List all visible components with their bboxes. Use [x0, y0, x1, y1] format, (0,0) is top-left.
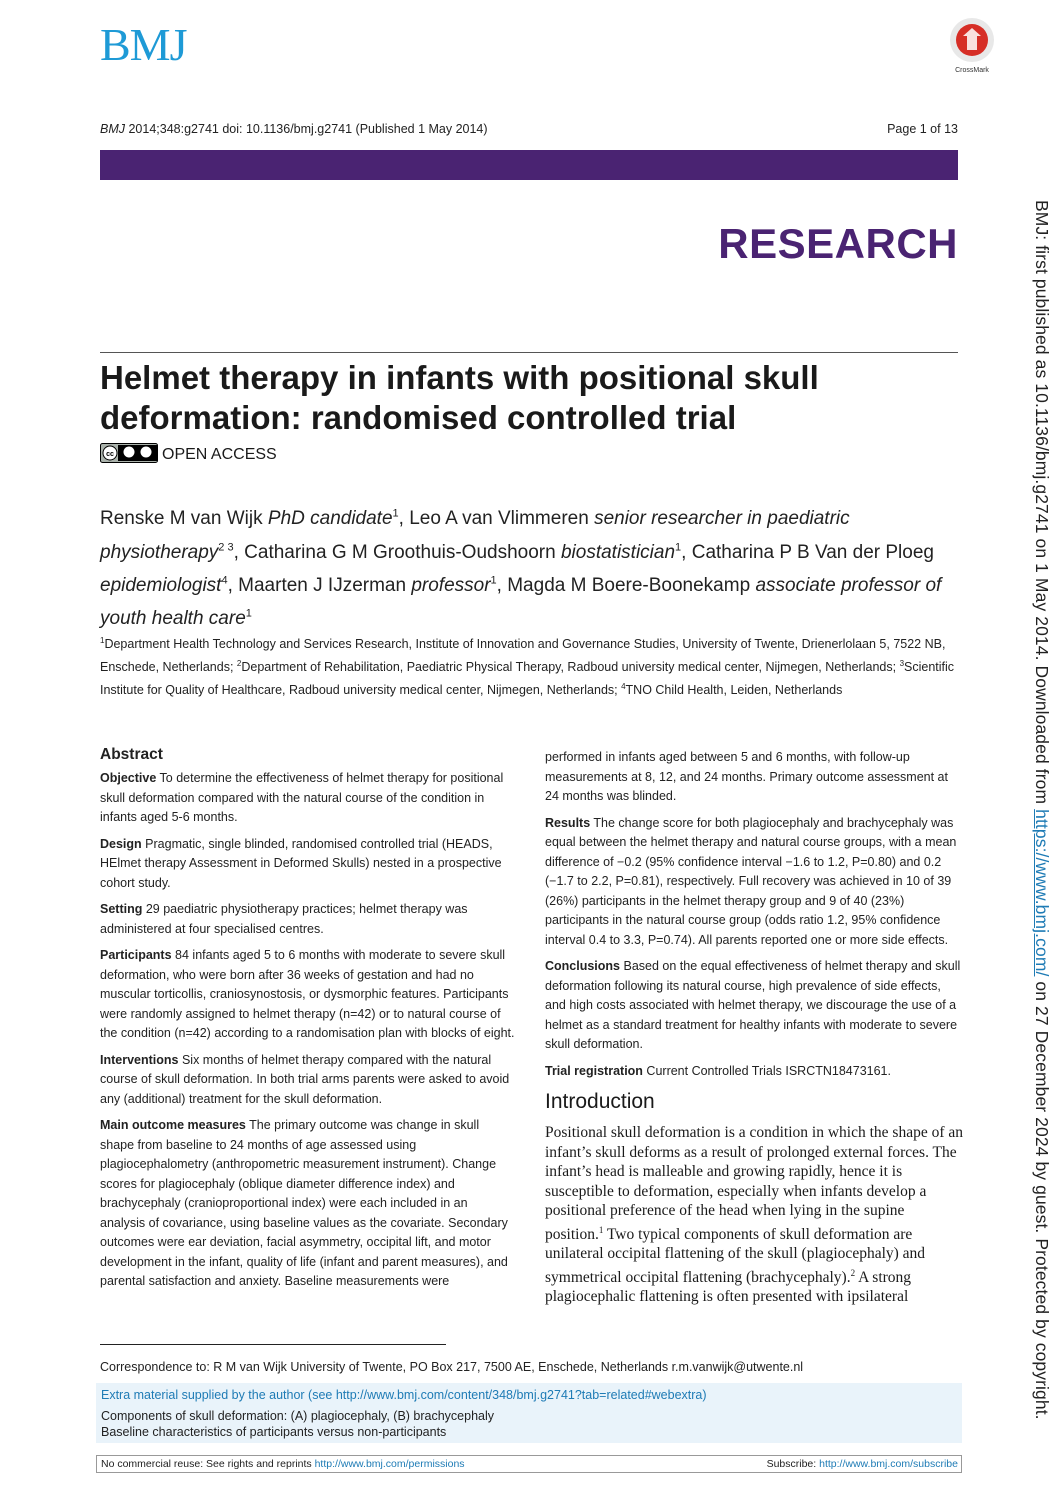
reuse-notice — [101, 1458, 465, 1470]
header-bar — [100, 150, 958, 180]
author-role: epidemiologist — [100, 574, 222, 596]
author-role: PhD candidate — [267, 508, 393, 530]
introduction-heading: Introduction — [545, 1090, 655, 1113]
author-affiliation-ref: 2 3 — [218, 541, 234, 554]
abstract-section-text: Six months of helmet therapy compared with the natural course of skull deformation. In both trial arms parents were asked to avoid any (additional) treatment for the skull deformation. — [100, 1052, 510, 1106]
abstract-section-label: Setting — [100, 902, 143, 916]
author-role: professor — [411, 574, 491, 596]
abstract-section-text: performed in infants aged between 5 and 6 months, with follow-up measurements at 8, 12, and 24 months. Primary outcome assessment at 24 months was blinded. — [545, 750, 948, 803]
abstract-section-label: Design — [100, 836, 142, 851]
abstract-section-label: Interventions — [100, 1052, 179, 1067]
citation-details: 2014;348:g2741 doi: 10.1136/bmj.g2741 (Published 1 May 2014) — [128, 122, 488, 136]
author-separator: , — [496, 574, 508, 596]
abstract-paragraph — [545, 814, 963, 951]
extra-material-item: Components of skull deformation: (A) plagiocephaly, (B) brachycephaly — [101, 1409, 495, 1423]
bmj-site-link[interactable]: https://www.bmj.com/ — [1032, 809, 1052, 977]
abstract-paragraph — [100, 1116, 516, 1292]
author-affiliation-ref: 1 — [245, 607, 252, 620]
abstract-paragraph — [100, 769, 516, 828]
author-separator: , — [227, 574, 239, 596]
author-separator: , — [398, 508, 410, 530]
crossmark-label: CrossMark — [955, 67, 989, 74]
abstract-section-text: 84 infants aged 5 to 6 months with moderate to severe skull deformation, who were born after 36 weeks of gestation and had no muscular torticollis, craniosynostosis, or dysmorphic features. Participants were randomly assigned to helmet therapy (n=42) or to natural course of the condition (n=42) according to a randomisation plan with blocks of eight. — [100, 948, 515, 1040]
abstract-section-text: 29 paediatric physiotherapy practices; helmet therapy was administered at four specialised centres. — [100, 902, 468, 936]
abstract-paragraph — [100, 946, 516, 1044]
abstract-paragraph — [100, 1051, 516, 1110]
abstract-heading: Abstract — [100, 746, 163, 763]
abstract-paragraph — [545, 957, 963, 1055]
crossmark-icon[interactable] — [944, 14, 1000, 78]
affiliation-number: 4 — [621, 682, 626, 692]
affiliation-number: 3 — [899, 659, 905, 669]
intro-text-b: Two typical components of skull deformation are unilateral occipital flattening of the skull (plagiocephaly) and symmetrical occipital flattening (brachycephaly). — [545, 1225, 926, 1286]
citation-journal: BMJ — [100, 122, 125, 136]
abstract-section-text: Current Controlled Trials ISRCTN18473161. — [642, 1063, 891, 1078]
abstract-column-left — [100, 745, 516, 1299]
bmj-logo: BMJ — [100, 19, 187, 70]
abstract-paragraph — [545, 748, 963, 807]
introduction-paragraph — [545, 1123, 963, 1307]
footnote-divider — [100, 1344, 446, 1345]
abstract-paragraph — [545, 1062, 963, 1082]
abstract-section-label: Objective — [100, 771, 157, 785]
author-affiliation-ref: 1 — [490, 574, 497, 587]
abstract-section-text: Pragmatic, single blinded, randomised controlled trial (HEADS, HElmet therapy Assessment in Deformed Skulls) nested in a prospective cohort study. — [100, 836, 502, 890]
reuse-label: No commercial reuse: See rights and reprints — [101, 1458, 312, 1470]
abstract-section-label: Participants — [100, 948, 172, 962]
subscribe-link[interactable]: http://www.bmj.com/subscribe — [819, 1458, 958, 1470]
page-number: Page 1 of 13 — [887, 122, 958, 136]
abstract-column-right — [545, 748, 963, 1307]
abstract-section-text: Based on the equal effectiveness of helmet therapy and skull deformation following its natural course, high prevalence of side effects, and high costs associated with helmet therapy, we discourage the use of a helmet as a standard treatment for healthy infants with moderate to severe skull deformation. — [545, 959, 961, 1051]
abstract-section-text: The change score for both plagiocephaly and brachycephaly was equal between the helmet therapy and natural course groups, with a mean difference of −0.2 (95% confidence interval −1.6 to 1.2, P=0.80) and 0.2 (−1.7 to 2.2, P=0.81), respectively. Full recovery was achieved in 10 of 39 (26%) participants in the helmet therapy group and 9 of 40 (23%) participants in the natural course group (odds ratio 1.2, 95% confidence interval 0.4 to 3.3, P=0.74). All parents reported one or more side effects. — [545, 815, 957, 947]
affiliation-number: 1 — [100, 636, 105, 645]
title-divider — [100, 352, 958, 353]
intro-text-a: Positional skull deformation is a condition in which the shape of an infant’s skull deforms as a result of prolonged external forces. The infant’s head is malleable and growing rapidly, hence it is susceptible to deformation, especially when infants develop a positional preference of the head when lying in the supine position. — [545, 1124, 964, 1243]
abstract-section-label: Conclusions — [545, 959, 621, 973]
author-separator: , — [681, 541, 692, 563]
author-name: Catharina P B Van der Ploeg — [691, 541, 934, 563]
abstract-section-text: To determine the effectiveness of helmet therapy for positional skull deformation compared with the natural course of the condition in infants aged 5-6 months. — [100, 771, 504, 824]
author-affiliation-ref: 4 — [221, 574, 228, 587]
author-name: Magda M Boere-Boonekamp — [507, 574, 751, 596]
author-name: Maarten J IJzerman — [238, 574, 407, 596]
author-role: senior researcher in paediatric physiotherapy — [100, 508, 850, 563]
author-list — [100, 500, 960, 633]
author-affiliation-ref: 1 — [392, 508, 399, 520]
affiliation-text: TNO Child Health, Leiden, Netherlands — [625, 683, 843, 698]
watermark-text-a: BMJ: first published as 10.1136/bmj.g2741 on 1 May 2014. Downloaded from — [1032, 200, 1052, 810]
correspondence: Correspondence to: R M van Wijk University of Twente, PO Box 217, 7500 AE, Enschede, Netherlands r.m.vanwijk@utwente.nl — [100, 1360, 804, 1374]
article-title: Helmet therapy in infants with positional skull deformation: randomised controlled trial — [100, 359, 819, 436]
abstract-paragraph — [100, 900, 516, 939]
author-entry — [244, 542, 692, 563]
author-name: Renske M van Wijk — [100, 508, 263, 530]
affiliation-text: Scientific Institute for Quality of Healthcare, Radboud university medical center, Nijmegen, Netherlands; — [100, 660, 955, 698]
intro-text-c: A strong plagiocephalic flattening is often presented with ipsilateral — [545, 1268, 912, 1306]
extra-material-item: Baseline characteristics of participants versus non-participants — [101, 1425, 447, 1439]
abstract-section-text: The primary outcome was change in skull shape from baseline to 24 months of age assessed using plagiocephalometry (anthropometric measurement instrument). Change scores for plagiocephaly (oblique diameter difference index) and brachycephaly (cranioproportional index) were each included in an analysis of covariance, using baseline values as the covariate. Secondary outcomes were ear deviation, facial asymmetry, occipital lift, and motor development in the infant, quality of life (infant and parent measures), and parental satisfaction and anxiety. Baseline measurements were — [100, 1118, 508, 1288]
svg-text:cc: cc — [106, 451, 114, 458]
creative-commons-badge-icon[interactable] — [100, 443, 158, 463]
author-separator: , — [233, 541, 245, 563]
abstract-section-label: Main outcome measures — [100, 1118, 246, 1132]
abstract-paragraph — [100, 835, 516, 894]
affiliation-text: Department of Rehabilitation, Paediatric Physical Therapy, Radboud university medical center, Nijmegen, Netherlands; — [241, 660, 900, 675]
author-affiliation-ref: 1 — [675, 541, 682, 554]
open-access-label: OPEN ACCESS — [162, 446, 277, 463]
subscribe-label: Subscribe: — [766, 1458, 817, 1470]
subscribe-notice — [767, 1458, 958, 1470]
author-entry — [238, 575, 507, 596]
watermark-text-b: on 27 December 2024 by guest. Protected by copyright. — [1032, 976, 1052, 1420]
download-watermark — [1012, 200, 1052, 1420]
author-role: associate professor of youth health care — [100, 574, 942, 630]
affiliation-text: Department Health Technology and Services Research, Institute of Innovation and Governance Studies, University of Twente, Drienerlolaan 5, 7522 NB, Enschede, Netherlands; — [100, 637, 946, 675]
intro-ref-2[interactable]: 2 — [850, 1267, 856, 1278]
author-name: Leo A van Vlimmeren — [409, 508, 589, 530]
author-role: biostatistician — [560, 541, 676, 563]
abstract-section-label: Results — [545, 815, 591, 830]
section-label: RESEARCH — [718, 220, 958, 267]
abstract-section-label: Trial registration — [545, 1063, 643, 1078]
author-name: Catharina G M Groothuis-Oudshoorn — [244, 541, 556, 563]
affiliation-number: 2 — [236, 659, 242, 669]
citation-line — [100, 122, 488, 136]
extra-material-link[interactable]: Extra material supplied by the author (see http://www.bmj.com/content/348/bmj.g2741?tab=related#webextra) — [101, 1388, 707, 1402]
permissions-link[interactable]: http://www.bmj.com/permissions — [314, 1458, 465, 1470]
intro-ref-1[interactable]: 1 — [598, 1224, 604, 1235]
affiliations — [100, 631, 960, 700]
author-entry — [100, 508, 409, 529]
